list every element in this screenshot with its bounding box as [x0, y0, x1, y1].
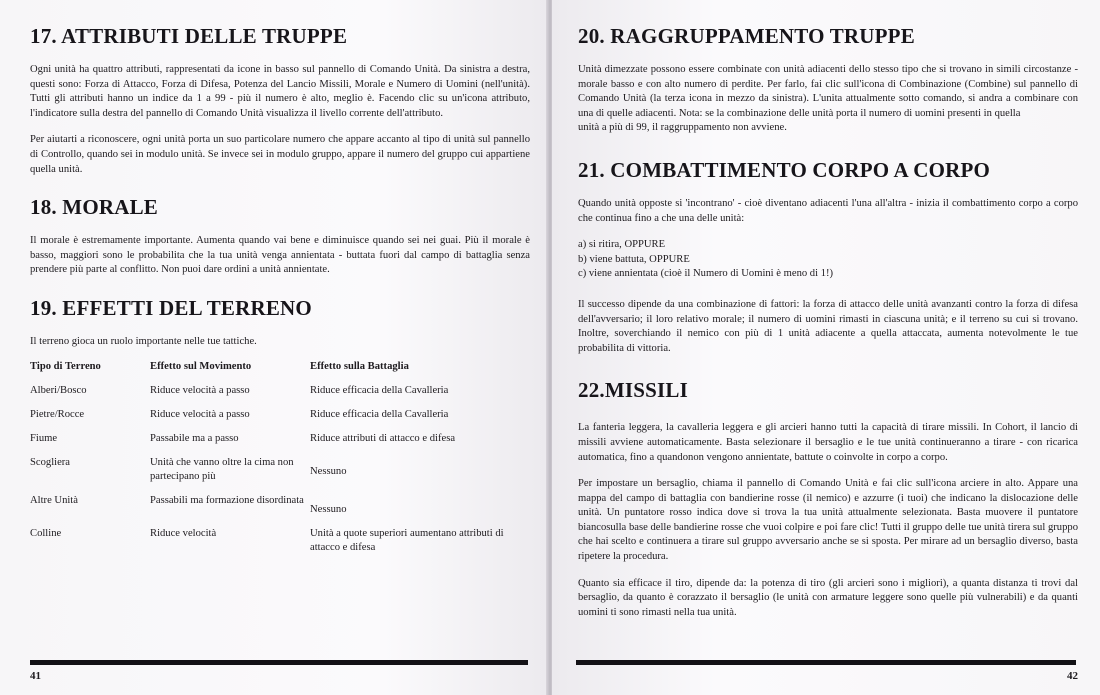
terrain-effects-table	[30, 360, 530, 565]
section-21-paragraph-1: Quando unità opposte si 'incontrano' - cioè diventano adiacenti l'una all'altra - inizia il combattimento corpo a corpo che continua fino a che una delle unità:	[578, 197, 1078, 224]
right-page-content	[578, 24, 1078, 620]
section-17-paragraph-1: Ogni unità ha quattro attributi, rappresentati da icone in basso sul pannello di Comando Unità. Da sinistra a destra, questi sono: Forza di Attacco, Forza di Difesa, Potenza del Lancio Missili, Morale e Numero di Uomini (nell'unità). Tutti gli attributi hanno un indice da 1 a 99 - più il numero è alto, meglio è. Facendo clic su un'icona attributo, l'indicatore sulla destra del pannello di Comando Unità visualizza il livello corrente dell'attributo.	[30, 64, 530, 119]
battle-cell: Riduce attributi di attacco e difesa	[310, 432, 456, 444]
right-page	[552, 0, 1100, 695]
terrain-cell: Fiume	[30, 432, 58, 444]
table-row	[30, 408, 530, 432]
outcome-list	[578, 238, 1078, 282]
section-21-paragraph-2: Il successo dipende da una combinazione di fattori: la forza di attacco delle unità avanzanti contro la forza di difesa dell'avversario; il loro relativo morale; il numero di uomini rimasti in ciascuna unità; e il terreno su cui si trovano. Inoltre, soverchiando il nemico con più di 1 unità adiacente a quella attaccata, aumenta notevolmente le tue probabilita di vittoria.	[578, 298, 1078, 354]
section-21-title: 21. COMBATTIMENTO CORPO A CORPO	[578, 157, 991, 182]
section-18-title: 18. MORALE	[30, 195, 158, 220]
page-number: 42	[1067, 670, 1078, 682]
terrain-cell: Scogliera	[30, 456, 71, 468]
movement-cell: Unità che vanno oltre la cima non partecipano più	[150, 456, 294, 482]
table-row	[30, 432, 530, 456]
left-page	[0, 0, 548, 695]
table-header-row	[30, 360, 530, 384]
footer-rule	[576, 660, 1076, 665]
section-18-paragraph: Il morale è estremamente importante. Aumenta quando vai bene e diminuisce quando sei nei guai. Più il morale è basso, maggiori sono le probabilita che la tua unità venga annientata - buttata fuori dal campo di battaglia senza prendere più parte al conflitto. Non puoi dare ordini a unità annientate.	[30, 235, 530, 276]
movement-cell: Riduce velocità a passo	[150, 408, 250, 420]
movement-cell: Passabili ma formazione disordinata	[150, 494, 304, 506]
section-17-title: 17. ATTRIBUTI DELLE TRUPPE	[30, 24, 348, 48]
section-20-title: 20. RAGGRUPPAMENTO TRUPPE	[578, 24, 915, 48]
section-22-title: 22.MISSILI	[578, 378, 688, 403]
list-item: b) viene battuta, OPPURE	[578, 253, 690, 265]
section-19-title: 19. EFFETTI DEL TERRENO	[30, 295, 312, 320]
battle-cell: Unità a quote superiori aumentano attributi di attacco e difesa	[310, 527, 504, 553]
battle-cell: Nessuno	[310, 465, 347, 477]
battle-cell: Riduce efficacia della Cavalleria	[310, 384, 449, 396]
movement-cell: Passabile ma a passo	[150, 432, 239, 444]
movement-cell: Riduce velocità a passo	[150, 384, 250, 396]
page-number: 41	[30, 670, 41, 682]
table-row	[30, 456, 530, 494]
terrain-cell: Alberi/Bosco	[30, 384, 87, 396]
section-20-paragraph-1: Unità dimezzate possono essere combinate con unità adiacenti dello stesso tipo che si trovano in simili circostanze - morale basso e con alto numero di perdite. Per farlo, fai clic sull'icona di Combinazione (Combine) sul pannello di Comando Unità (la terza icona in mezzo da sinistra). L'unita attualmente sotto comando, si andra a combinare con una di quelle adiacenti. Nota: se la combinazione delle unità porta il numero di uomini presenti in quella	[578, 64, 1078, 119]
section-19-intro: Il terreno gioca un ruolo importante nelle tue tattiche.	[30, 335, 257, 347]
table-row	[30, 494, 530, 527]
terrain-cell: Colline	[30, 527, 62, 539]
battle-cell: Nessuno	[310, 503, 347, 515]
table-row	[30, 384, 530, 408]
section-22-paragraph-2: Per impostare un bersaglio, chiama il pannello di Comando Unità e fai clic sull'icona arciere in alto. Appare una mappa del campo di battaglia con bandierine rosse (il nemico) e azzurre (i tuoi) che indicano la dislocazione delle unità. Un puntatore rosso indica dove si trova la tua unità attualmente selezionata. Basta muovere il puntatore biancosulla base delle bandierine rosse che vuoi colpire e poi fare clic! Tutti il gruppo delle tue unità tirera sul gruppo che hai scelto e continuera a tirare sul gruppo avversario anche se si sposta. Per mirare ad un bersaglio diverso, basta ripetere la procedura.	[578, 478, 1078, 563]
footer-rule	[30, 660, 528, 665]
terrain-cell: Pietre/Rocce	[30, 408, 85, 420]
battle-cell: Riduce efficacia della Cavalleria	[310, 408, 449, 420]
column-header-terrain: Tipo di Terreno	[30, 360, 101, 372]
column-header-battle: Effetto sulla Battaglia	[310, 360, 409, 372]
movement-cell: Riduce velocità	[150, 527, 217, 539]
list-item: c) viene annientata (cioè il Numero di Uomini è meno di 1!)	[578, 268, 834, 280]
table-row	[30, 527, 530, 565]
list-item: a) si ritira, OPPURE	[578, 239, 666, 251]
section-22-paragraph-3: Quanto sia efficace il tiro, dipende da: la potenza di tiro (gli arcieri sono i migliori), a quanta distanza ti trovi dal bersaglio, da quanto è corazzato il bersaglio (le unità con armature leggere sono quelle più vulnerabili) e da quanti uomini ti sono rimasti nella tua unità.	[578, 577, 1078, 618]
left-page-content	[30, 24, 530, 565]
section-20-paragraph-2: unità a più di 99, il raggruppamento non avviene.	[578, 122, 787, 134]
section-17-paragraph-2: Per aiutarti a riconoscere, ogni unità porta un suo particolare numero che appare accanto al tipo di unità sul pannello di Controllo, quando sei in modulo unità. Se invece sei in modulo gruppo, appare il numero del gruppo cui appartiene quella unità.	[30, 134, 530, 175]
section-22-paragraph-1: La fanteria leggera, la cavalleria leggera e gli arcieri hanno tutti la capacità di tirare missili. In Cohort, il lancio di missili avviene automaticamente. Basta selezionare il bersaglio e le tue unità continueranno a tirare - con ricarica automatica, fino a quandonon vengono annientate, battute o coinvolte in corpo a corpo.	[578, 422, 1078, 463]
terrain-cell: Altre Unità	[30, 494, 78, 506]
column-header-movement: Effetto sul Movimento	[150, 360, 252, 372]
